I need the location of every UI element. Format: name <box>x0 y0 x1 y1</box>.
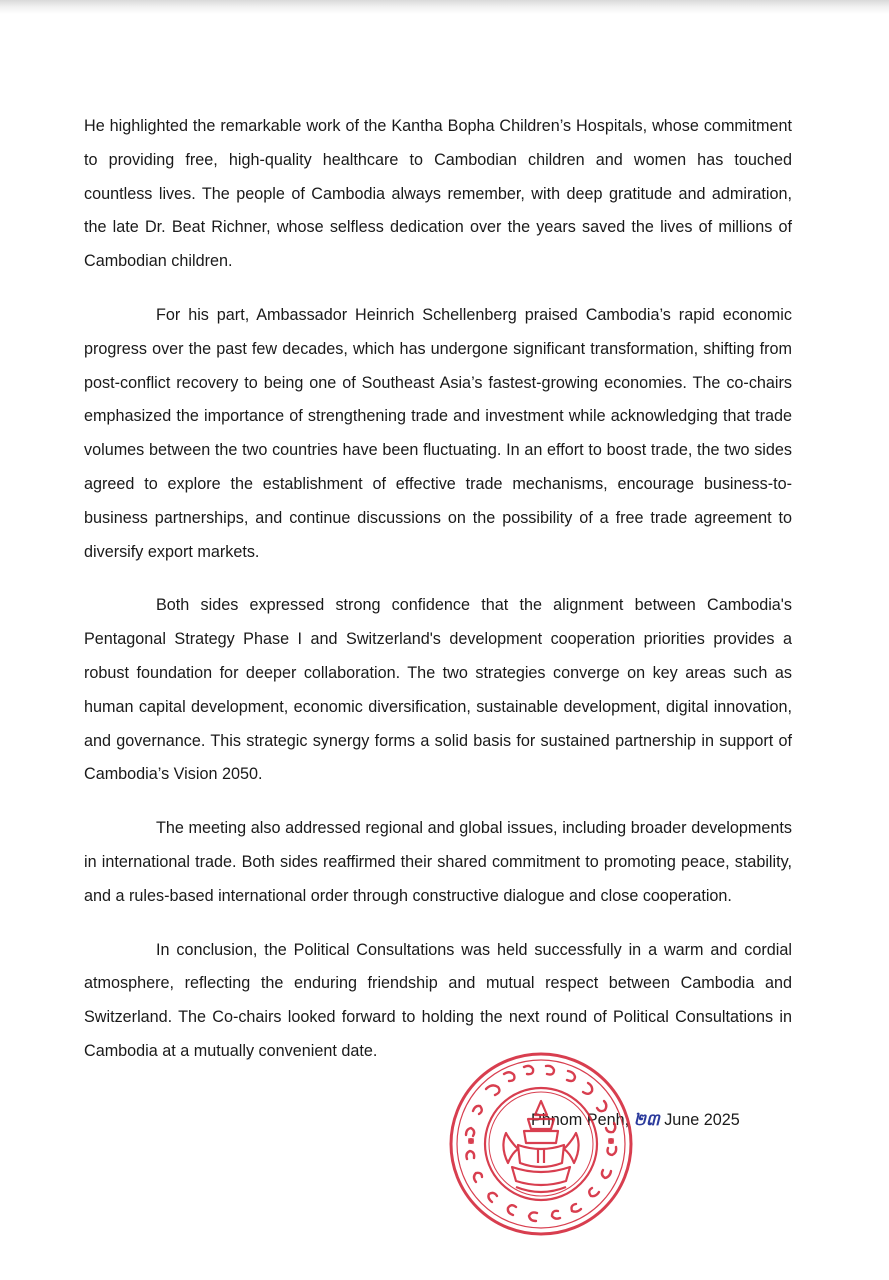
paragraph-kantha-bopha: He highlighted the remarkable work of the Kantha Bopha Children’s Hospitals, whose commitment to providing free, high-quality healthcare to Cambodian children and women has touched countless lives. The people of Cambodia always remember, with deep gratitude and admiration, the late Dr. Beat Richner, whose selfless dedication over the years saved the lives of millions of Cambodian children. <box>84 117 792 271</box>
document-body <box>84 110 792 1089</box>
signoff-place: Phnom Penh, <box>531 1111 630 1129</box>
paragraph-pentagonal-strategy: Both sides expressed strong confidence that the alignment between Cambodia's Pentagonal Strategy Phase I and Switzerland's development cooperation priorities provides a robust foundation for deeper collaboration. The two strategies converge on key areas such as human capital development, economic diversification, sustainable development, digital innovation, and governance. This strategic synergy forms a solid basis for sustained partnership in support of Cambodia’s Vision 2050. <box>84 596 792 784</box>
signoff-month-year: June 2025 <box>664 1111 740 1129</box>
official-seal-stamp <box>446 1049 636 1239</box>
paragraph-economic-progress: For his part, Ambassador Heinrich Schellenberg praised Cambodia’s rapid economic progress over the past few decades, which has undergone significant transformation, shifting from post-conflict recovery to being one of Southeast Asia’s fastest-growing economies. The co-chairs emphasized the importance of strengthening trade and investment while acknowledging that trade volumes between the two countries have been fluctuating. In an effort to boost trade, the two sides agreed to explore the establishment of effective trade mechanisms, encourage business-to-business partnerships, and continue discussions on the possibility of a free trade agreement to diversify export markets. <box>84 305 792 561</box>
paragraph-conclusion: In conclusion, the Political Consultations was held successfully in a warm and cordial atmosphere, reflecting the enduring friendship and mutual respect between Cambodia and Switzerland. The Co-chairs looked forward to holding the next round of Political Consultations in Cambodia at a mutually convenient date. <box>84 940 792 1060</box>
signoff-day: ២៣ <box>633 1110 660 1129</box>
scan-top-edge <box>0 0 889 14</box>
paragraph-regional-issues: The meeting also addressed regional and global issues, including broader developments in international trade. Both sides reaffirmed their shared commitment to promoting peace, stability, and a rules-based international order through constructive dialogue and close cooperation. <box>84 819 792 905</box>
